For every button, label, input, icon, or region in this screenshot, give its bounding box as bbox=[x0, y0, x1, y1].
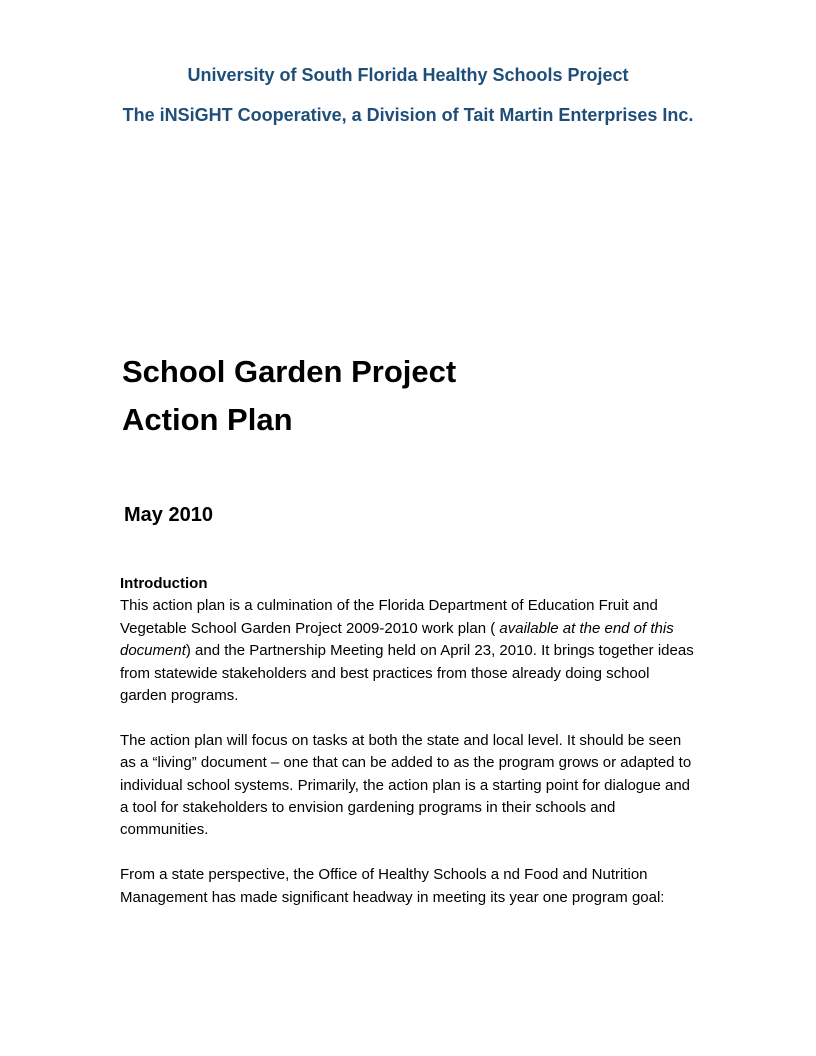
document-date: May 2010 bbox=[124, 504, 213, 526]
introduction-paragraph-3: From a state perspective, the Office of Healthy Schools a nd Food and Nutrition Management has made significant headway in meeting its year one program goal: bbox=[120, 866, 665, 906]
cooperative-name: The iNSiGHT Cooperative, a Division of Tait Martin Enterprises Inc. bbox=[122, 105, 694, 125]
paragraph-1-italic-note: available at the end of this document bbox=[120, 619, 674, 660]
introduction-heading: Introduction bbox=[120, 575, 208, 592]
introduction-section bbox=[120, 573, 696, 931]
paragraph-1-text-end: ) and the Partnership Meeting held on April 23, 2010. It brings together ideas from statewide stakeholders and best practices from those already doing school garden programs. bbox=[120, 642, 694, 705]
organization-name: University of South Florida Healthy Schools Project bbox=[187, 65, 629, 85]
paragraph-1-text-start: This action plan is a culmination of the Florida Department of Education Fruit and Vegetable School Garden Project 2009-2010 work plan ( bbox=[120, 597, 658, 637]
introduction-paragraph-1 bbox=[120, 595, 696, 707]
document-title: School Garden Project bbox=[122, 354, 457, 389]
document-subtitle: Action Plan bbox=[122, 402, 293, 437]
introduction-paragraph-2: The action plan will focus on tasks at both the state and local level. It should be seen as a “living” document – one that can be added to as the program grows or adapted to individual school systems. Primarily, the action plan is a starting point for dialogue and a tool for stakeholders to envision gardening programs in their schools and communities. bbox=[120, 731, 692, 839]
